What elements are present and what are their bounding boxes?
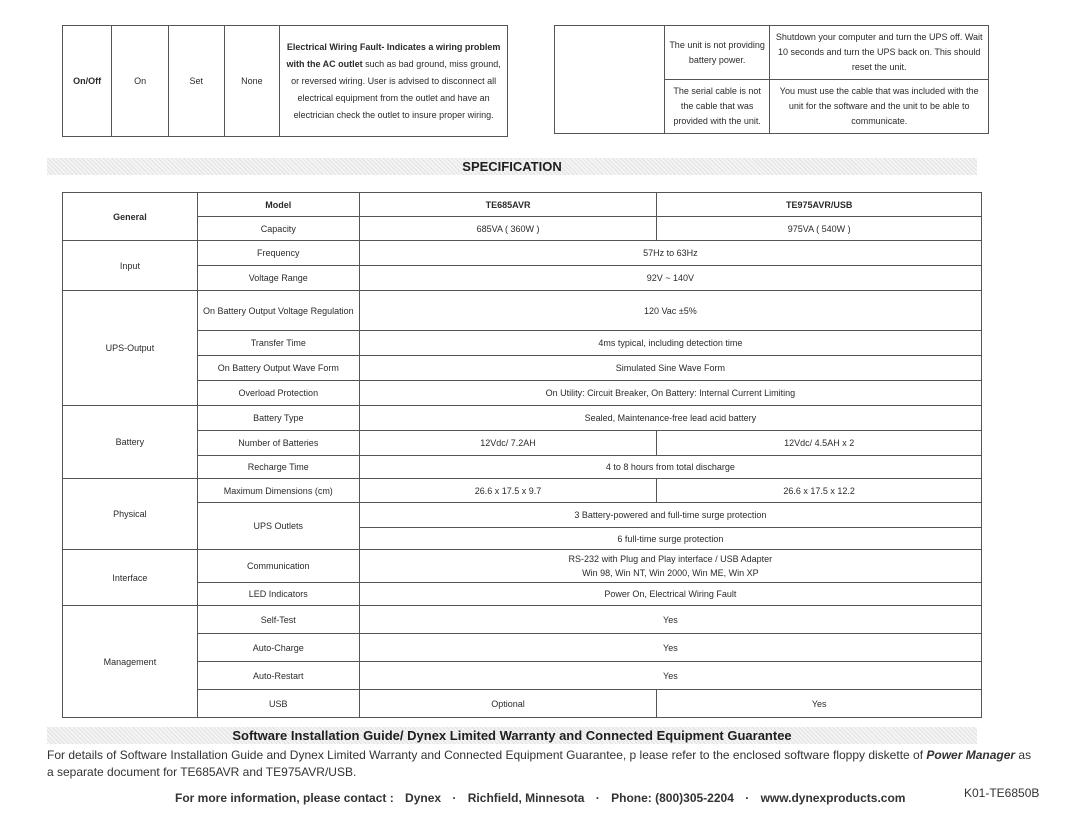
group-input: Input [63,241,198,291]
voltage-range-value: 92V ~ 140V [359,266,981,291]
wave-form-value: Simulated Sine Wave Form [359,356,981,381]
contact-phone: Phone: (800)305-2204 [611,791,734,805]
row-label-self-test: Self-Test [197,606,359,634]
communication-value [359,550,981,583]
row-label-outlets: UPS Outlets [197,503,359,550]
solution-cell: You must use the cable that was included with the unit for the software and the unit to be able to communicate. [770,80,989,134]
software-paragraph [47,747,1037,781]
row-label-usb: USB [197,690,359,718]
usb-b: Yes [657,690,982,718]
capacity-a: 685VA ( 360W ) [359,217,657,241]
indicator-cell-on: On [112,26,169,137]
led-value: Power On, Electrical Wiring Fault [359,583,981,606]
num-batteries-a: 12Vdc/ 7.2AH [359,431,657,456]
row-label-recharge: Recharge Time [197,456,359,479]
auto-restart-value: Yes [359,662,981,690]
table-row [63,356,982,381]
row-label-auto-restart: Auto-Restart [197,662,359,690]
contact-line [175,791,905,805]
overload-value: On Utility: Circuit Breaker, On Battery: Internal Current Limiting [359,381,981,406]
recharge-value: 4 to 8 hours from total discharge [359,456,981,479]
wiring-fault-description [280,26,508,137]
table-row [555,26,989,80]
contact-separator: · [745,791,750,805]
communication-line-2: Win 98, Win NT, Win 2000, Win ME, Win XP [582,568,759,578]
wiring-fault-title: Electrical Wiring Fault- Indicates a wiring problem with the AC outlet [286,41,501,69]
blank-cell [555,26,665,134]
row-label-voltage-regulation: On Battery Output Voltage Regulation [197,291,359,331]
table-row [63,503,982,528]
table-row [63,479,982,503]
dimensions-b: 26.6 x 17.5 x 12.2 [657,479,982,503]
table-row [63,690,982,718]
row-label-capacity: Capacity [197,217,359,241]
contact-separator: · [452,791,457,805]
group-ups-output: UPS-Output [63,291,198,406]
specification-heading: SPECIFICATION [47,158,977,175]
usb-a: Optional [359,690,657,718]
group-physical: Physical [63,479,198,550]
table-row [63,606,982,634]
transfer-time-value: 4ms typical, including detection time [359,331,981,356]
specification-table [62,192,982,718]
row-label-auto-charge: Auto-Charge [197,634,359,662]
software-text-before: For details of Software Installation Guide and Dynex Limited Warranty and Connected Equipment Guarantee, p lease refer to the enclosed software floppy diskette of [47,748,927,762]
group-general: General [63,193,198,241]
group-interface: Interface [63,550,198,606]
group-battery: Battery [63,406,198,479]
troubleshooting-table [554,25,989,134]
frequency-value: 57Hz to 63Hz [359,241,981,266]
row-label-num-batteries: Number of Batteries [197,431,359,456]
indicator-cell-none: None [224,26,280,137]
software-text-after: as a separate document for TE685AVR and TE975AVR/USB. [47,748,1032,779]
row-label-dimensions: Maximum Dimensions (cm) [197,479,359,503]
table-row [63,550,982,583]
contact-location: Richfield, Minnesota [467,791,585,805]
auto-charge-value: Yes [359,634,981,662]
wiring-fault-text: such as bad ground, miss ground, or reversed wiring. User is advised to disconnect all electrical equipment from the outlet and have an electrician check the outlet to insure proper wiring. [291,58,501,120]
row-label-model: Model [197,193,359,217]
model-b: TE975AVR/USB [657,193,982,217]
table-row [63,381,982,406]
indicator-cell-onoff: On/Off [63,26,112,137]
solution-cell: Shutdown your computer and turn the UPS off. Wait 10 seconds and turn the UPS back on. This should reset the unit. [770,26,989,80]
table-row [63,331,982,356]
indicator-cell-set: Set [168,26,224,137]
table-row [63,241,982,266]
row-label-led: LED Indicators [197,583,359,606]
communication-line-1: RS-232 with Plug and Play interface / USB Adapter [568,554,773,564]
problem-cell: The unit is not providing battery power. [664,26,770,80]
outlets-value-2: 6 full-time surge protection [359,528,981,550]
outlets-value-1: 3 Battery-powered and full-time surge protection [359,503,981,528]
contact-separator: · [595,791,600,805]
row-label-battery-type: Battery Type [197,406,359,431]
contact-website: www.dynexproducts.com [760,791,906,805]
table-row [63,431,982,456]
capacity-b: 975VA ( 540W ) [657,217,982,241]
problem-cell: The serial cable is not the cable that was provided with the unit. [664,80,770,134]
software-heading: Software Installation Guide/ Dynex Limited Warranty and Connected Equipment Guarantee [47,727,977,744]
voltage-regulation-value: 120 Vac ±5% [359,291,981,331]
row-label-transfer-time: Transfer Time [197,331,359,356]
row-label-communication: Communication [197,550,359,583]
dimensions-a: 26.6 x 17.5 x 9.7 [359,479,657,503]
row-label-wave-form: On Battery Output Wave Form [197,356,359,381]
table-row [63,456,982,479]
self-test-value: Yes [359,606,981,634]
contact-label: For more information, please contact : [175,791,394,805]
table-row [63,266,982,291]
contact-company: Dynex [405,791,442,805]
document-number: K01-TE6850B [964,786,1040,800]
model-a: TE685AVR [359,193,657,217]
software-product-name: Power Manager [926,748,1016,762]
battery-type-value: Sealed, Maintenance-free lead acid battery [359,406,981,431]
group-management: Management [63,606,198,718]
row-label-voltage-range: Voltage Range [197,266,359,291]
row-label-overload: Overload Protection [197,381,359,406]
table-row [63,217,982,241]
num-batteries-b: 12Vdc/ 4.5AH x 2 [657,431,982,456]
table-row [63,662,982,690]
row-label-frequency: Frequency [197,241,359,266]
table-row [63,406,982,431]
table-row [63,634,982,662]
indicator-table [62,25,508,137]
table-row [63,193,982,217]
table-row [63,583,982,606]
table-row [63,291,982,331]
